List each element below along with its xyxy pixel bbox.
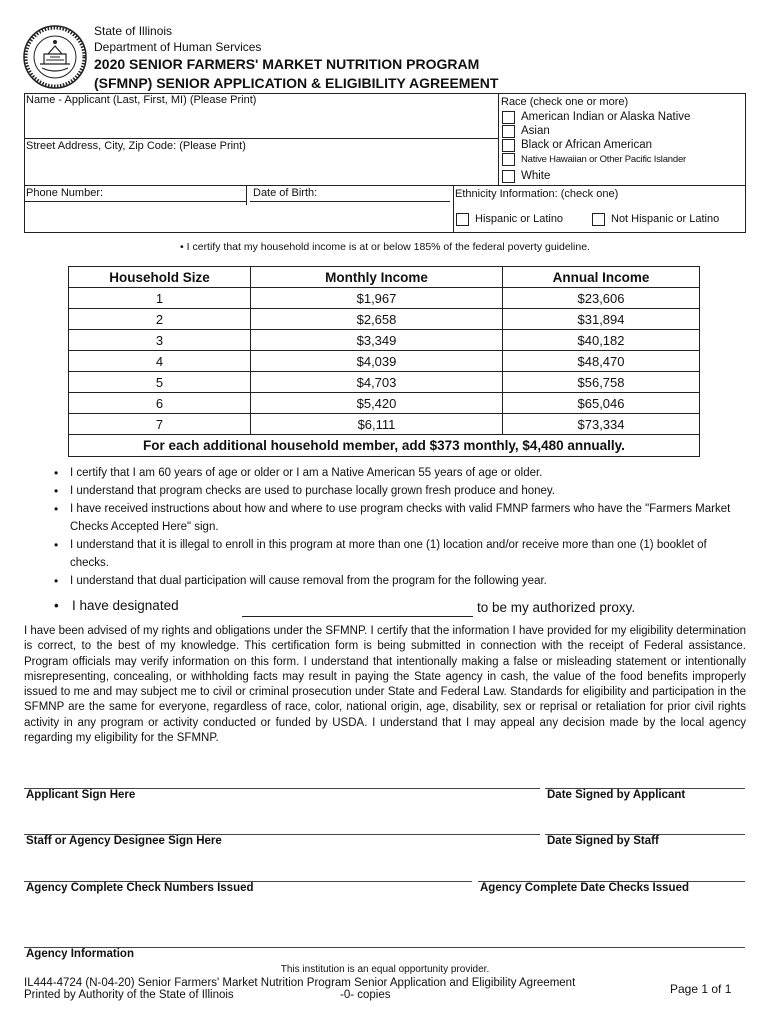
copies-count: -0- copies [340,989,391,1001]
table-row [69,351,700,372]
ethnicity-option-label: Hispanic or Latino [475,213,564,225]
agreement-paragraph: I have been advised of my rights and obligations under the SFMNP. I certify that the information I have provided for my eligibility determination is correct, to the best of my knowledge. This certification form is being submitted in connection with the receipt of Federal assistance. Program officials may verify information on this form. I understand that intentionally making a false or misleading statement or intentionally misrepresenting, concealing, or withholding facts may result in paying the State agency in cash, the value of the food benefits improperly issued to me and may subject me to civil or criminal prosecution under State and Federal Law. Standards for eligibility and participation in the SFMNP are the same for everyone, regardless of race, color, national origin, age, disability, sex or reprisal or retaliation for prior civil rights activity in any program or activity conducted or funded by USDA. I understand that I may appeal any decision made by the local agency regarding my eligibility for the SFMNP. [24,625,746,745]
table-cell: $6,111 [251,414,503,435]
ethnicity-option-not-hispanic[interactable] [592,213,719,226]
staff-date-label: Date Signed by Staff [547,835,659,847]
table-cell: $1,967 [251,288,503,309]
check-numbers-label: Agency Complete Check Numbers Issued [26,882,254,894]
column-header: Household Size [69,267,251,288]
table-cell: $31,894 [503,309,700,330]
checkbox-icon[interactable] [502,139,515,152]
street-address-field[interactable] [26,140,496,184]
table-cell: $56,758 [503,372,700,393]
table-row [69,288,700,309]
proxy-suffix: to be my authorized proxy. [477,600,636,615]
table-cell: 4 [69,351,251,372]
race-heading: Race (check one or more) [501,96,629,108]
table-header-row [69,267,700,288]
applicant-name-label: Name - Applicant (Last, First, MI) (Please Print) [26,94,257,106]
table-cell: 2 [69,309,251,330]
table-row [69,393,700,414]
race-option-white[interactable] [502,170,550,183]
applicant-date-label: Date Signed by Applicant [547,789,686,801]
proxy-name-field[interactable] [242,599,473,617]
table-cell: 7 [69,414,251,435]
checkbox-icon[interactable] [502,111,515,124]
table-cell: $48,470 [503,351,700,372]
table-row [69,372,700,393]
certification-item: • I understand that it is illegal to enroll in this program at more than one (1) location and/or receive more than one (1) booklet of checks. [54,536,744,572]
checkbox-icon[interactable] [502,125,515,138]
table-row [69,330,700,351]
income-guidelines-table [68,266,700,457]
race-option-label: Black or African American [521,139,653,151]
date-of-birth-label: Date of Birth: [253,187,318,199]
ethnicity-option-hispanic[interactable] [456,213,563,226]
additional-member-note: For each additional household member, add $373 monthly, $4,480 annually. [69,435,700,457]
applicant-name-field[interactable] [26,94,496,138]
certification-item: • I certify that I am 60 years of age or older or I am a Native American 55 years of age or older. [54,464,744,482]
department-name: Department of Human Services [94,40,262,54]
date-of-birth-field[interactable] [253,187,451,231]
table-cell: $3,349 [251,330,503,351]
race-option-pacific-islander[interactable] [502,153,686,166]
table-row [69,309,700,330]
race-option-label: White [521,170,551,182]
form-title-line1: 2020 SENIOR FARMERS' MARKET NUTRITION PROGRAM [94,56,480,72]
table-cell: $40,182 [503,330,700,351]
proxy-prefix: I have designated [72,598,179,613]
race-option-label: Asian [521,125,550,137]
column-header: Monthly Income [251,267,503,288]
proxy-bullet-icon: • [54,598,59,613]
state-seal-icon [22,24,88,90]
ethnicity-heading: Ethnicity Information: (check one) [455,188,619,200]
table-footer-row [69,435,700,457]
race-option-label: American Indian or Alaska Native [521,111,691,123]
certification-item: • I understand that dual participation will cause removal from the program for the following year. [54,572,744,590]
phone-number-field[interactable] [26,187,244,231]
table-cell: $23,606 [503,288,700,309]
table-cell: $73,334 [503,414,700,435]
race-option-black[interactable] [502,139,652,152]
agency-info-label: Agency Information [26,948,134,960]
checkbox-icon[interactable] [592,213,605,226]
table-cell: 3 [69,330,251,351]
income-certification: • I certify that my household income is at or below 185% of the federal poverty guideline. [180,241,590,253]
certification-list [54,464,744,590]
race-option-label: Native Hawaiian or Other Pacific Islander [521,154,686,165]
race-option-asian[interactable] [502,125,550,138]
table-cell: $4,039 [251,351,503,372]
checkbox-icon[interactable] [502,170,515,183]
checkbox-icon[interactable] [456,213,469,226]
street-address-label: Street Address, City, Zip Code: (Please Print) [26,140,246,152]
equal-opportunity-statement: This institution is an equal opportunity provider. [280,964,490,975]
ethnicity-option-label: Not Hispanic or Latino [611,213,720,225]
table-cell: 1 [69,288,251,309]
table-cell: $65,046 [503,393,700,414]
certification-item: • I have received instructions about how and where to use program checks with valid FMNP farmers who have the "Farmers Market Checks Accepted Here" sign. [54,500,744,536]
table-cell: 5 [69,372,251,393]
staff-signature-label: Staff or Agency Designee Sign Here [26,835,222,847]
phone-number-label: Phone Number: [26,187,104,199]
state-name: State of Illinois [94,24,173,38]
page-number: Page 1 of 1 [670,982,732,996]
checkbox-icon[interactable] [502,153,515,166]
table-cell: 6 [69,393,251,414]
table-cell: $4,703 [251,372,503,393]
table-cell: $2,658 [251,309,503,330]
applicant-signature-label: Applicant Sign Here [26,789,136,801]
checks-date-label: Agency Complete Date Checks Issued [480,882,689,894]
form-title-line2: (SFMNP) SENIOR APPLICATION & ELIGIBILITY AGREEMENT [94,75,499,91]
column-header: Annual Income [503,267,700,288]
form-identifier: IL444-4724 (N-04-20) Senior Farmers' Market Nutrition Program Senior Application and Eligibility Agreement [24,977,576,989]
table-cell: $5,420 [251,393,503,414]
certification-item: • I understand that program checks are used to purchase locally grown fresh produce and honey. [54,482,744,500]
printed-by-authority: Printed by Authority of the State of Illinois [24,989,234,1001]
table-row [69,414,700,435]
race-option-american-indian[interactable] [502,111,690,124]
